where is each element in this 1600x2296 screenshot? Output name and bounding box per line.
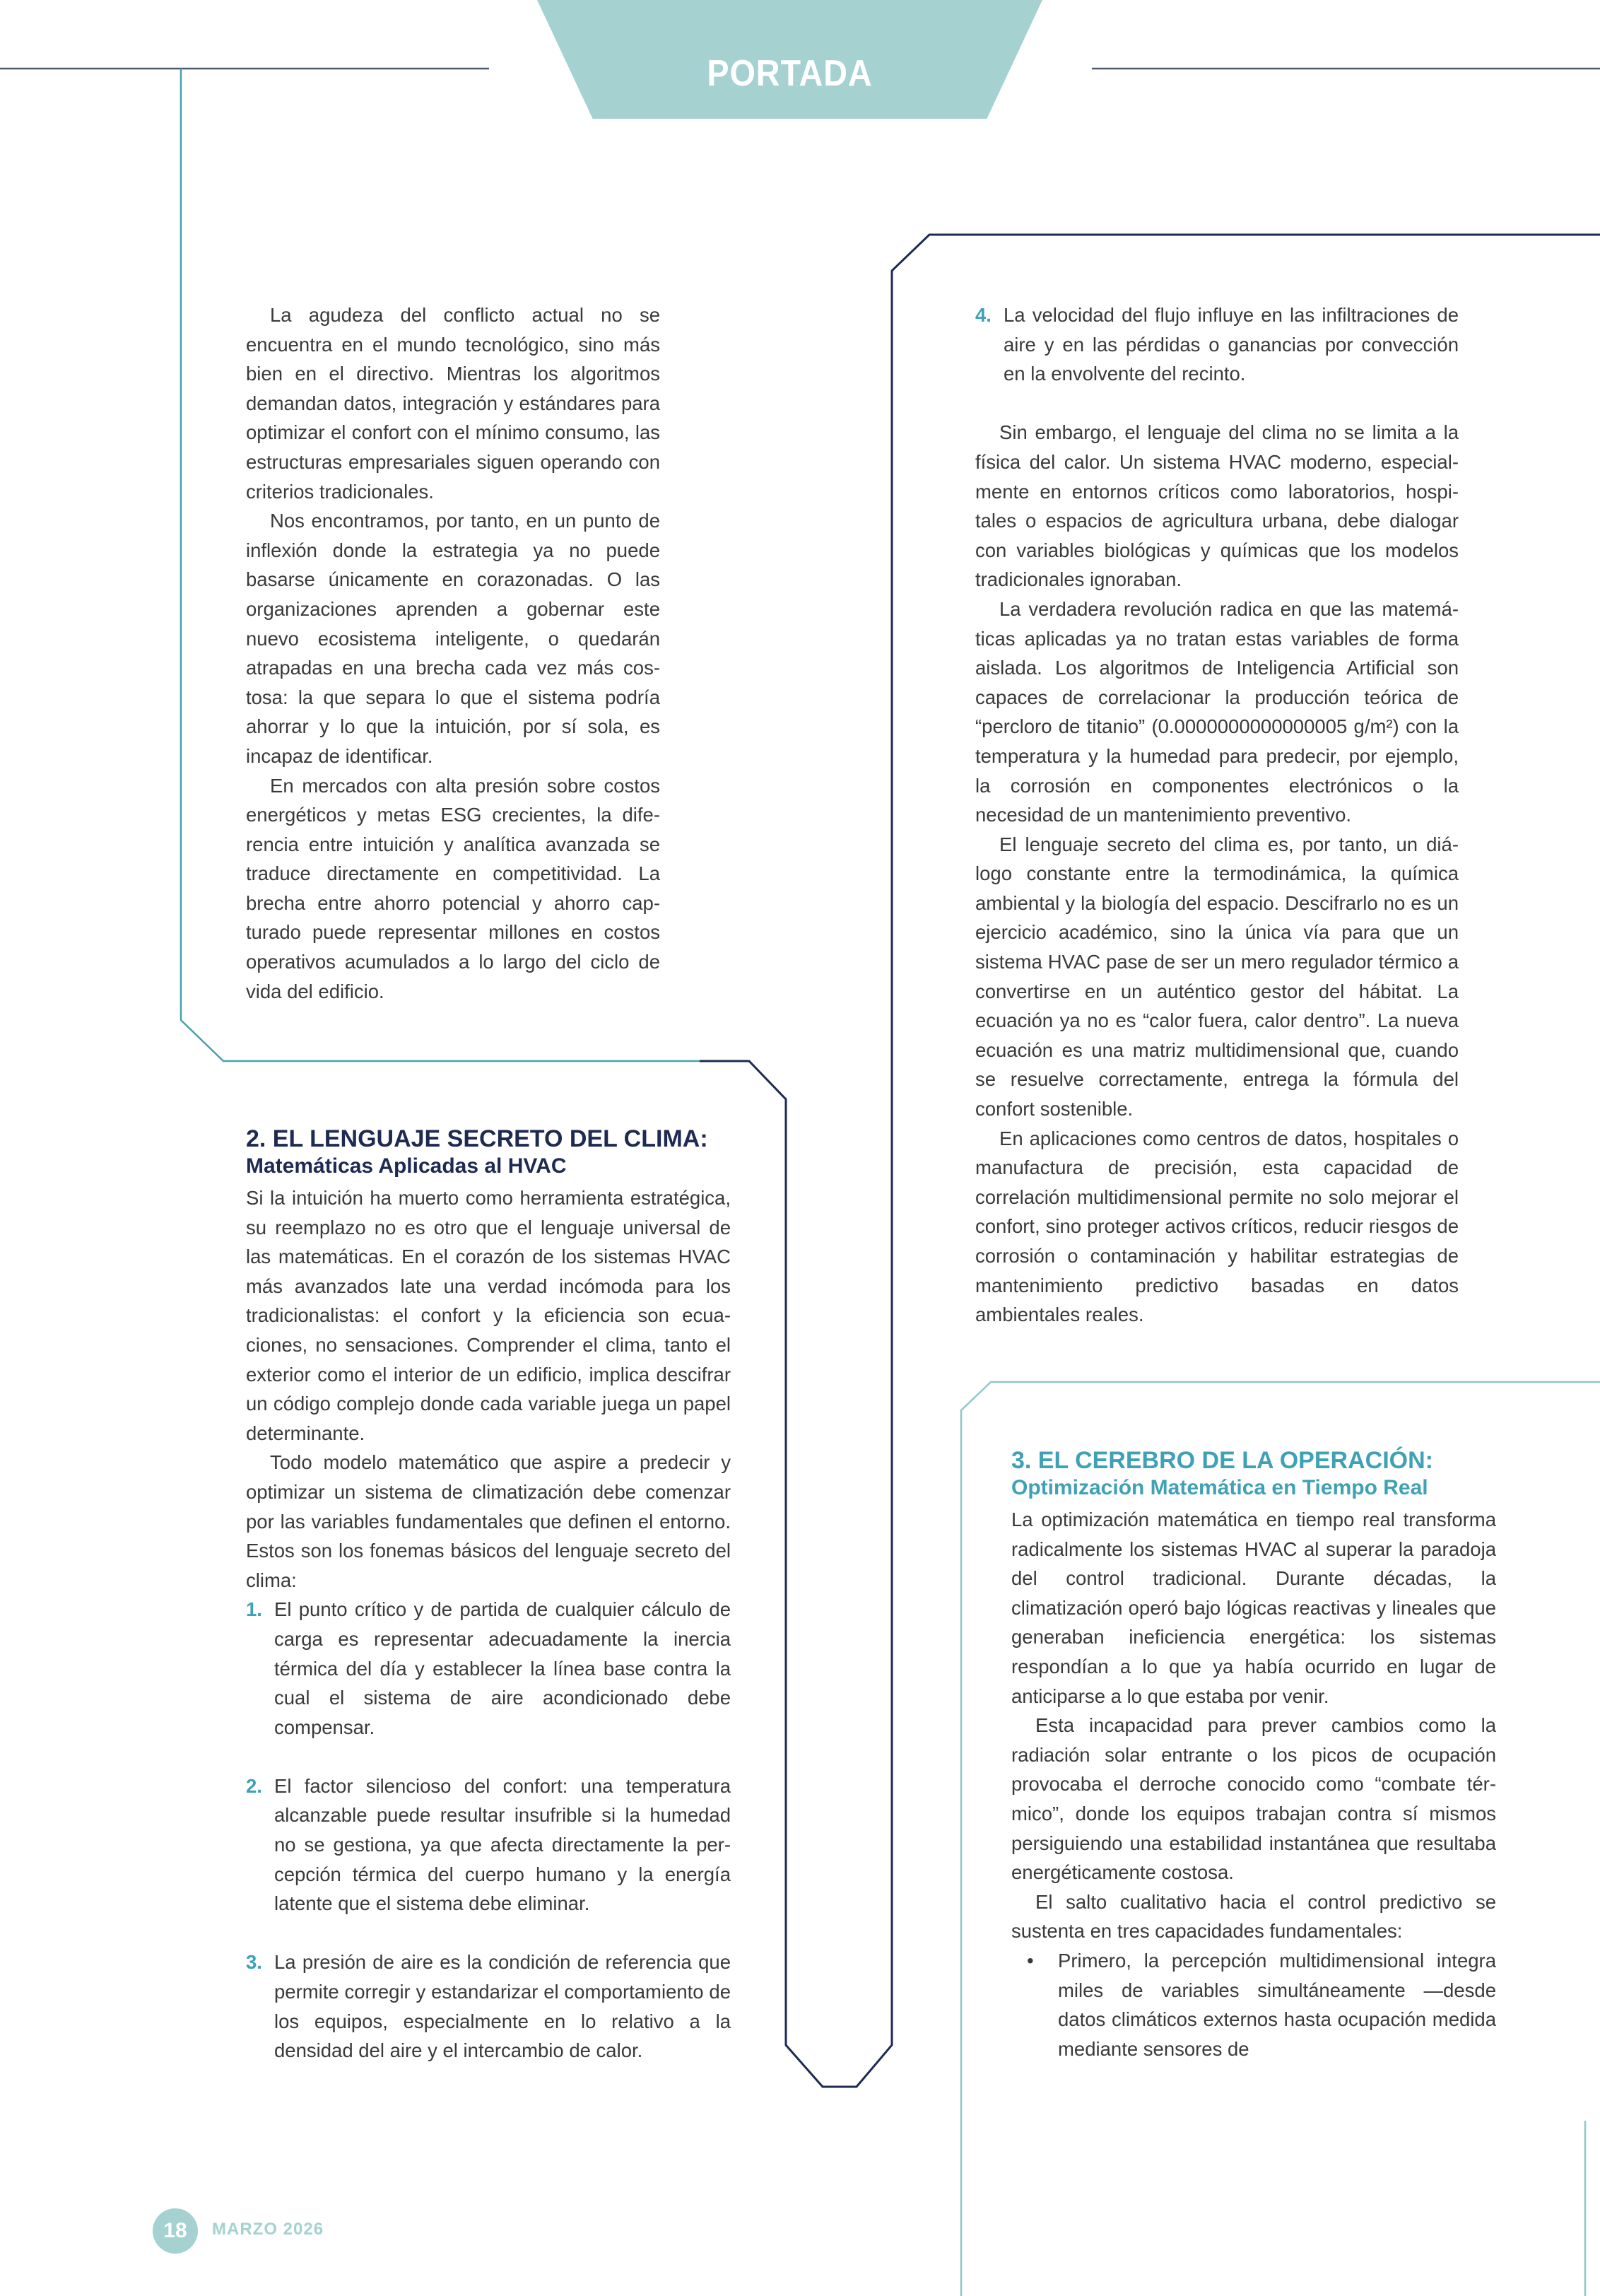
list-item-text: La presión de aire es la condición de referencia que permite corregir y estandarizar el comportamiento de los equipos, especialmente en lo relativo a la densidad del aire y el intercambio de calor. [274, 1951, 731, 2062]
list-number: 1. [246, 1598, 262, 1621]
list-number: 2. [246, 1774, 262, 1797]
column-1-text [246, 300, 660, 1006]
section-3-title: 3. EL CEREBRO DE LA OPERACIÓN: [1011, 1447, 1433, 1474]
numbered-list [246, 1595, 731, 2066]
paragraph: El salto cualitativo hacia el control predictivo se sustenta en tres capacidades fundamentales: [1011, 1890, 1496, 1943]
paragraph: En aplicaciones como centros de datos, hospitales o manufactura de precisión, esta capacidad de correlación multidimensional permite no solo mejorar el confort, sino proteger activos críticos, reducir riesgos de corrosión o contaminación y habilitar estrategias de mantenimiento predictivo basadas en datos ambientales reales. [975, 1127, 1459, 1326]
list-item [246, 1948, 731, 2065]
paragraph: Si la intuición ha muerto como herramienta estratégica, su reemplazo no es otro que el lenguaje universal de las matemáticas. En el corazón de los sistemas HVAC más avanzados late una verdad incómoda para los tradicionalistas: el confort y la eficiencia son ecuaciones, no sensaciones. Comprender el clima, tanto el exterior como el interior de un edificio, implica descifrar un código complejo donde cada variable juega un papel determinante. [246, 1187, 731, 1444]
list-item-text: La velocidad del flujo influye en las infiltraciones de aire y en las pérdidas o ganancias por convección en la envolvente del recinto. [1004, 304, 1459, 385]
list-item [975, 300, 1459, 389]
paragraph: Sin embargo, el lenguaje del clima no se limita a la física del calor. Un sistema HVAC moderno, especialmente en entornos críticos como laboratorios, hospitales o espacios de agricultura urbana, debe dialogar con variables biológicas y químicas que los modelos tradicionales ignoraban. [975, 421, 1459, 591]
section-header-title: PORTADA [707, 53, 873, 94]
list-item [246, 1595, 731, 1742]
paragraph: En mercados con alta presión sobre costos energéticos y metas ESG crecientes, la diferencia entre intuición y analítica avanzada se traduce directamente en competitividad. La brecha entre ahorro potencial y ahorro capturado puede representar millones en costos operativos acumulados a lo largo del ciclo de vida del edificio. [246, 774, 660, 1002]
bullet-icon: • [1027, 1949, 1034, 1972]
numbered-list [975, 300, 1459, 389]
page-number: 18 [153, 2208, 198, 2254]
list-number: 4. [975, 304, 992, 326]
section-3-subtitle: Optimización Matemática en Tiempo Real [1011, 1476, 1428, 1499]
paragraph: Todo modelo matemático que aspire a predecir y optimizar un sistema de climatización debe comenzar por las variables fundamentales que definen el entorno. Estos son los fonemas básicos del lenguaje secreto del clima: [246, 1451, 731, 1591]
list-number: 3. [246, 1951, 262, 1974]
paragraph: La verdadera revolución radica en que las matemáticas aplicadas ya no tratan estas variables de forma aislada. Los algoritmos de Inteligencia Artificial son capaces de correlacionar la producción teórica de “percloro de titanio” (0.0000000000000005 g/m²) con la temperatura y la humedad para predecir, por ejemplo, la corrosión en componentes electrónicos o la necesidad de un mantenimiento preventivo. [975, 597, 1459, 826]
paragraph: Nos encontramos, por tanto, en un punto de inflexión donde la estrategia ya no puede basarse únicamente en corazonadas. O las organizaciones aprenden a gobernar este nuevo ecosistema inteligente, o quedarán atrapadas en una brecha cada vez más costosa: la que separa lo que el sistema podría ahorrar y lo que la intuición, por sí sola, es incapaz de identificar. [246, 510, 660, 767]
paragraph: El lenguaje secreto del clima es, por tanto, un diálogo constante entre la termodinámica, la química ambiental y la biología del espacio. Descifrarlo no es un ejercicio académico, sino la única vía para que un sistema HVAC pase de ser un mero regulador térmico a convertirse en un auténtico gestor del hábitat. La ecuación ya no es “calor fuera, calor dentro”. La nueva ecuación es una matriz multidimensional que, cuando se resuelve correctamente, entrega la fórmula del confort sostenible. [975, 833, 1459, 1120]
paragraph: Esta incapacidad para prever cambios como la radiación solar entrante o los picos de ocupación provocaba el derroche conocido como “combate térmico”, donde los equipos trabajan contra sí mismos persiguiendo una estabilidad instantánea que resultaba energéticamente costosa. [1011, 1714, 1496, 1884]
paragraph: La optimización matemática en tiempo real transforma radicalmente los sistemas HVAC al superar la paradoja del control tradicional. Durante décadas, la climatización operó bajo lógicas reactivas y lineales que generaban ineficiencia energética: los sistemas respondían a lo que ya había ocurrido en lugar de anticiparse a lo que estaba por venir. [1011, 1509, 1496, 1707]
paragraph: La agudeza del conflicto actual no se encuentra en el mundo tecnológico, sino más bien en el directivo. Mientras los algoritmos demandan datos, integración y estándares para optimizar el confort con el mínimo consumo, las estructuras empresariales siguen operando con criterios tradicionales. [246, 304, 660, 503]
list-item-text: El punto crítico y de partida de cualquier cálculo de carga es representar adecuadamente la inercia térmica del día y establecer la línea base contra la cual el sistema de aire acondicionado debe compensar. [274, 1598, 731, 1738]
section-2 [246, 1124, 731, 2066]
list-item-text: Primero, la percepción multidimensional integra miles de variables simultáneamente —desde datos climáticos externos hasta ocupación medida mediante sensores de [1058, 1949, 1496, 2060]
section-2-subtitle: Matemáticas Aplicadas al HVAC [246, 1154, 567, 1178]
list-item [1011, 1946, 1496, 2063]
list-item-text: El factor silencioso del confort: una temperatura alcanzable puede resultar insufrible si la humedad no se gestiona, ya que afecta directamente la percepción térmica del cuerpo humano y la energía latente que el sistema debe eliminar. [274, 1774, 731, 1915]
issue-date: MARZO 2026 [212, 2220, 324, 2239]
list-item [246, 1771, 731, 1919]
column-2-text [975, 300, 1459, 1330]
bullet-list [1011, 1946, 1496, 2063]
section-3 [1011, 1446, 1496, 2063]
section-2-title: 2. EL LENGUAJE SECRETO DEL CLIMA: [246, 1125, 708, 1152]
